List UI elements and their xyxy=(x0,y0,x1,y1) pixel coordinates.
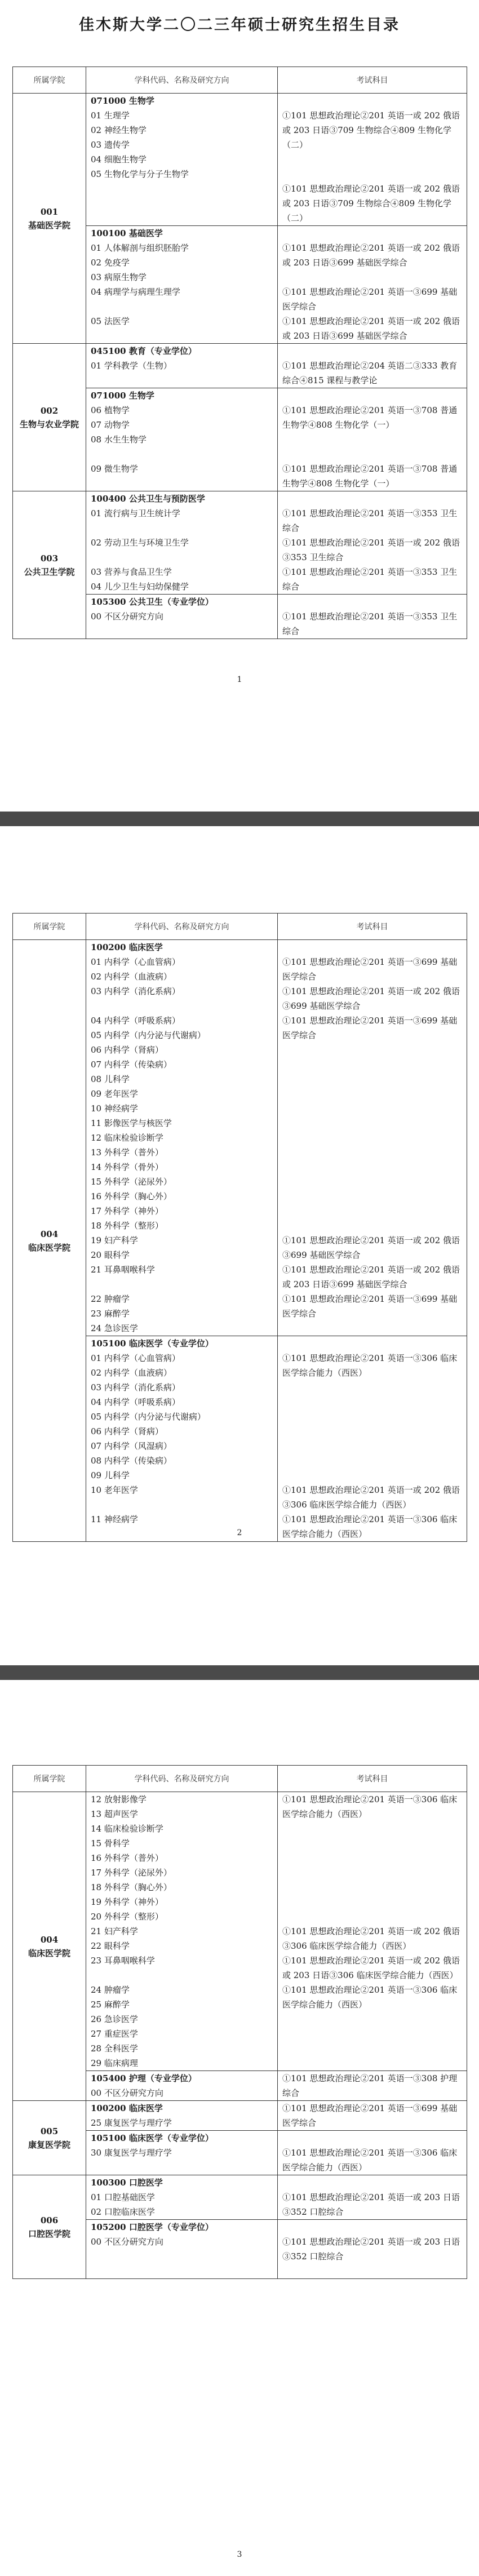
research-direction: 18 外科学（胸心外） xyxy=(91,1882,172,1892)
research-direction: 01 学科教学（生物） xyxy=(91,361,172,371)
exam-subjects: ①101 思想政治理论②201 英语一③306 临床医学综合能力（西医） xyxy=(282,1353,458,1378)
research-direction: 30 康复医学与理疗学 xyxy=(91,2148,172,2158)
exam-spacer xyxy=(278,1380,467,1483)
college-name: 口腔医学院 xyxy=(28,2228,70,2239)
exam-cell xyxy=(278,491,467,595)
research-direction: 16 外科学（胸心外） xyxy=(91,1191,172,1201)
research-direction: 24 肿瘤学 xyxy=(91,1985,130,1995)
research-direction: 05 法医学 xyxy=(91,316,130,326)
research-direction: 14 临床检验诊断学 xyxy=(91,1824,163,1834)
college-cell xyxy=(13,2101,86,2175)
research-direction: 03 内科学（消化系病） xyxy=(91,1382,180,1393)
exam-subjects: ①101 思想政治理论②201 英语一③708 普通生物学④808 生物化学（一） xyxy=(282,464,458,489)
research-direction: 00 不区分研究方向 xyxy=(91,2088,163,2098)
research-direction xyxy=(86,373,277,388)
college-code: 005 xyxy=(40,2126,59,2136)
exam-spacer xyxy=(278,152,467,181)
college-cell xyxy=(13,2175,86,2279)
exam-cell xyxy=(278,2101,467,2131)
research-direction: 07 内科学（风湿病） xyxy=(91,1441,172,1451)
research-direction: 04 细胞生物学 xyxy=(91,154,147,165)
exam-cell xyxy=(278,595,467,639)
discipline-heading: 105400 护理（专业学位） xyxy=(91,2073,197,2083)
research-direction: 01 内科学（心血管病） xyxy=(91,1353,180,1363)
exam-spacer xyxy=(278,2131,467,2145)
research-direction: 02 内科学（血液病） xyxy=(91,1368,172,1378)
exam-subjects: ①101 思想政治理论②201 英语一③699 基础医学综合 xyxy=(282,957,458,982)
research-direction: 02 口腔临床医学 xyxy=(91,2207,155,2217)
research-direction: 13 外科学（普外） xyxy=(91,1147,163,1158)
program-row xyxy=(13,344,467,388)
program-cell xyxy=(86,940,278,1336)
exam-cell xyxy=(278,1792,467,2071)
exam-spacer xyxy=(278,2175,467,2190)
research-direction: 29 临床病理 xyxy=(91,2058,138,2068)
research-direction: 05 生物化学与分子生物学 xyxy=(91,169,189,179)
program-row xyxy=(13,940,467,1336)
research-direction: 09 儿科学 xyxy=(91,1470,130,1480)
exam-cell xyxy=(278,94,467,226)
discipline-heading: 100300 口腔医学 xyxy=(91,2178,163,2188)
exam-cell xyxy=(278,2220,467,2279)
exam-subjects: ①101 思想政治理论②201 英语一或 202 俄语或 203 日语③699 基础医学综合 xyxy=(282,243,460,268)
research-direction: 22 眼科学 xyxy=(91,1941,130,1951)
research-direction xyxy=(86,624,277,639)
college-cell xyxy=(13,1792,86,2101)
research-direction: 20 眼科学 xyxy=(91,1250,130,1260)
research-direction: 02 内科学（血液病） xyxy=(91,972,172,982)
exam-cell xyxy=(278,2131,467,2175)
column-header: 考试科目 xyxy=(278,1766,467,1792)
exam-spacer xyxy=(278,94,467,108)
research-direction xyxy=(86,1968,277,1983)
research-direction: 02 免疫学 xyxy=(91,258,130,268)
research-direction: 06 内科学（肾病） xyxy=(91,1045,163,1055)
research-direction: 21 耳鼻咽喉科学 xyxy=(91,1265,155,1275)
research-direction: 19 外科学（神外） xyxy=(91,1897,163,1907)
exam-subjects: ①101 思想政治理论②201 英语一或 202 俄语或 203 日语③709 生物综合④809 生物化学（二） xyxy=(282,110,460,150)
page-gap xyxy=(0,812,479,843)
research-direction xyxy=(86,999,277,1013)
exam-subjects: ①101 思想政治理论②201 英语一或 202 俄语③699 基础医学综合 xyxy=(282,1235,460,1260)
program-row xyxy=(13,491,467,595)
exam-subjects: ①101 思想政治理论②201 英语一或 202 俄语或 203 日语③699 基础医学综合 xyxy=(282,316,460,341)
column-header: 学科代码、名称及研究方向 xyxy=(86,67,278,94)
research-direction: 19 妇产科学 xyxy=(91,1235,138,1245)
exam-subjects: ①101 思想政治理论②201 英语一或 202 俄语③699 基础医学综合 xyxy=(282,986,460,1011)
program-row xyxy=(13,2101,467,2131)
exam-subjects: ①101 思想政治理论②201 英语一或 202 俄语或 203 日语③709 生物综合④809 生物化学（二） xyxy=(282,184,460,223)
research-direction: 07 内科学（传染病） xyxy=(91,1059,172,1070)
program-cell xyxy=(86,595,278,639)
research-direction xyxy=(86,476,277,491)
research-direction xyxy=(86,2160,277,2175)
college-name: 基础医学院 xyxy=(28,220,70,230)
college-cell xyxy=(13,491,86,639)
research-direction xyxy=(86,1497,277,1512)
college-name: 康复医学院 xyxy=(28,2139,70,2150)
college-name: 公共卫生学院 xyxy=(24,566,75,577)
exam-subjects: ①101 思想政治理论②204 英语二③333 教育综合④815 课程与教学论 xyxy=(282,361,458,385)
exam-spacer xyxy=(278,270,467,285)
research-direction: 17 外科学（泌尿外） xyxy=(91,1868,172,1878)
page-separator-bar xyxy=(0,812,479,826)
exam-subjects: ①101 思想政治理论②201 英语一③306 临床医学综合能力（西医） xyxy=(282,1985,458,2010)
exam-subjects: ①101 思想政治理论②201 英语一或 202 俄语③306 临床医学综合能力（西医） xyxy=(282,1485,460,1510)
discipline-heading: 105100 临床医学（专业学位） xyxy=(91,2133,214,2143)
exam-subjects: ①101 思想政治理论②201 英语一③699 基础医学综合 xyxy=(282,1016,458,1040)
discipline-heading: 105200 口腔医学（专业学位） xyxy=(91,2222,214,2232)
research-direction: 01 流行病与卫生统计学 xyxy=(91,508,180,518)
college-code: 004 xyxy=(40,1934,59,1945)
page-number: 1 xyxy=(237,675,242,684)
discipline-heading: 045100 教育（专业学位） xyxy=(91,346,197,356)
research-direction: 00 不区分研究方向 xyxy=(91,2237,163,2247)
research-direction: 21 妇产科学 xyxy=(91,1926,138,1936)
research-direction: 17 外科学（神外） xyxy=(91,1206,163,1216)
college-name: 临床医学院 xyxy=(28,1948,70,1958)
research-direction: 04 病理学与病理生理学 xyxy=(91,287,180,297)
program-cell xyxy=(86,491,278,595)
research-direction: 00 不区分研究方向 xyxy=(91,611,163,622)
exam-subjects: ①101 思想政治理论②201 英语一或 202 俄语或 203 日语③699 基础医学综合 xyxy=(282,1265,460,1289)
discipline-heading: 071000 生物学 xyxy=(91,391,154,401)
exam-spacer xyxy=(278,491,467,506)
table-header-row xyxy=(13,1766,467,1792)
program-cell xyxy=(86,2175,278,2220)
research-direction xyxy=(86,2264,277,2278)
exam-spacer xyxy=(278,344,467,358)
column-header: 考试科目 xyxy=(278,914,467,940)
page-separator-bar xyxy=(0,1665,479,1680)
research-direction: 10 老年医学 xyxy=(91,1485,138,1495)
exam-cell xyxy=(278,2071,467,2101)
program-cell xyxy=(86,2131,278,2175)
research-direction: 06 内科学（肾病） xyxy=(91,1426,163,1436)
college-code: 004 xyxy=(40,1229,59,1239)
research-direction: 06 植物学 xyxy=(91,405,130,415)
catalog-table xyxy=(12,1765,467,2279)
program-cell xyxy=(86,2101,278,2131)
program-cell xyxy=(86,94,278,226)
exam-subjects: ①101 思想政治理论②201 英语一③308 护理综合 xyxy=(282,2073,458,2098)
exam-subjects: ①101 思想政治理论②201 英语一或 203 日语③352 口腔综合 xyxy=(282,2192,460,2217)
column-header: 所属学院 xyxy=(13,1766,86,1792)
column-header: 学科代码、名称及研究方向 xyxy=(86,914,278,940)
research-direction: 11 神经病学 xyxy=(91,1514,138,1524)
research-direction xyxy=(86,1277,277,1292)
research-direction: 15 外科学（泌尿外） xyxy=(91,1177,172,1187)
research-direction: 28 全科医学 xyxy=(91,2043,138,2054)
research-direction: 05 内科学（内分泌与代谢病） xyxy=(91,1030,206,1040)
column-header: 学科代码、名称及研究方向 xyxy=(86,1766,278,1792)
research-direction: 27 重症医学 xyxy=(91,2029,138,2039)
research-direction: 13 超声医学 xyxy=(91,1809,138,1819)
exam-cell xyxy=(278,388,467,491)
college-cell xyxy=(13,940,86,1542)
program-cell xyxy=(86,2071,278,2101)
exam-cell xyxy=(278,1336,467,1542)
page-number: 2 xyxy=(237,1528,242,1537)
research-direction: 23 麻醉学 xyxy=(91,1309,130,1319)
research-direction: 03 遗传学 xyxy=(91,140,130,150)
research-direction xyxy=(86,521,277,535)
college-cell xyxy=(13,344,86,491)
exam-subjects: ①101 思想政治理论②201 英语一或 202 俄语③306 临床医学综合能力（西医） xyxy=(282,1926,460,1951)
exam-subjects: ①101 思想政治理论②201 英语一③306 临床医学综合能力（西医） xyxy=(282,1794,458,1819)
research-direction: 18 外科学（整形） xyxy=(91,1221,163,1231)
exam-cell xyxy=(278,344,467,388)
exam-subjects: ①101 思想政治理论②201 英语一③353 卫生综合 xyxy=(282,508,458,533)
research-direction: 08 儿科学 xyxy=(91,1074,130,1084)
research-direction: 01 生理学 xyxy=(91,110,130,121)
research-direction: 23 耳鼻咽喉科学 xyxy=(91,1956,155,1966)
college-name: 临床医学院 xyxy=(28,1242,70,1253)
program-cell xyxy=(86,226,278,344)
research-direction: 05 内科学（内分泌与代谢病） xyxy=(91,1412,206,1422)
discipline-heading: 100200 临床医学 xyxy=(91,2103,163,2113)
program-row xyxy=(13,94,467,226)
research-direction: 20 外科学（整形） xyxy=(91,1912,163,1922)
exam-cell xyxy=(278,940,467,1336)
research-direction: 02 劳动卫生与环境卫生学 xyxy=(91,538,189,548)
discipline-heading: 105300 公共卫生（专业学位） xyxy=(91,597,214,607)
college-code: 006 xyxy=(40,2215,59,2225)
exam-spacer xyxy=(278,2220,467,2234)
discipline-heading: 100200 临床医学 xyxy=(91,942,163,952)
exam-subjects: ①101 思想政治理论②201 英语一③306 临床医学综合能力（西医） xyxy=(282,1514,458,1539)
research-direction: 25 麻醉学 xyxy=(91,1999,130,2010)
exam-subjects: ①101 思想政治理论②201 英语一③699 基础医学综合 xyxy=(282,1294,458,1319)
exam-subjects: ①101 思想政治理论②201 英语一③708 普通生物学④808 生物化学（一） xyxy=(282,405,458,430)
college-code: 002 xyxy=(40,405,59,416)
college-code: 001 xyxy=(40,206,59,217)
exam-spacer xyxy=(278,432,467,462)
catalog-table xyxy=(12,66,467,639)
research-direction: 11 影像医学与核医学 xyxy=(91,1118,172,1128)
discipline-heading: 100100 基础医学 xyxy=(91,228,163,238)
exam-spacer xyxy=(278,1336,467,1351)
column-header: 考试科目 xyxy=(278,67,467,94)
research-direction xyxy=(86,550,277,565)
research-direction: 09 微生物学 xyxy=(91,464,138,474)
exam-subjects: ①101 思想政治理论②201 英语一或 203 日语③352 口腔综合 xyxy=(282,2237,460,2262)
discipline-heading: 105100 临床医学（专业学位） xyxy=(91,1338,214,1349)
research-direction xyxy=(86,2249,277,2264)
research-direction xyxy=(86,447,277,462)
table-header-row xyxy=(13,67,467,94)
college-cell xyxy=(13,94,86,344)
research-direction: 07 动物学 xyxy=(91,420,130,430)
program-cell xyxy=(86,344,278,388)
research-direction: 08 内科学（传染病） xyxy=(91,1456,172,1466)
catalog-table xyxy=(12,913,467,1542)
program-row xyxy=(13,2175,467,2220)
research-direction: 12 放射影像学 xyxy=(91,1794,147,1804)
research-direction: 14 外科学（骨外） xyxy=(91,1162,163,1172)
program-cell xyxy=(86,2220,278,2279)
program-cell xyxy=(86,1336,278,1542)
exam-spacer xyxy=(278,1821,467,1924)
research-direction: 12 临床检验诊断学 xyxy=(91,1133,163,1143)
research-direction: 03 病原生物学 xyxy=(91,272,147,282)
discipline-heading: 100400 公共卫生与预防医学 xyxy=(91,494,205,504)
research-direction: 02 神经生物学 xyxy=(91,125,147,135)
research-direction: 03 内科学（消化系病） xyxy=(91,986,180,996)
document-title: 佳木斯大学二〇二三年硕士研究生招生目录 xyxy=(79,16,400,34)
exam-subjects: ①101 思想政治理论②201 英语一或 202 俄语③353 卫生综合 xyxy=(282,538,460,562)
page-gap xyxy=(0,1665,479,1697)
program-cell xyxy=(86,388,278,491)
research-direction: 03 营养与食品卫生学 xyxy=(91,567,172,577)
research-direction: 15 骨科学 xyxy=(91,1838,130,1848)
research-direction: 26 急诊医学 xyxy=(91,2014,138,2024)
research-direction: 04 内科学（呼吸系病） xyxy=(91,1016,180,1026)
college-name: 生物与农业学院 xyxy=(19,419,79,429)
exam-subjects: ①101 思想政治理论②201 英语一③699 基础医学综合 xyxy=(282,2103,458,2128)
table-header-row xyxy=(13,914,467,940)
exam-subjects: ①101 思想政治理论②201 英语一③306 临床医学综合能力（西医） xyxy=(282,2148,458,2172)
research-direction: 25 康复医学与理疗学 xyxy=(91,2118,172,2128)
research-direction: 04 内科学（呼吸系病） xyxy=(91,1397,180,1407)
exam-spacer xyxy=(278,940,467,955)
program-cell xyxy=(86,1792,278,2071)
research-direction: 04 儿少卫生与妇幼保健学 xyxy=(91,582,189,592)
research-direction: 08 水生生物学 xyxy=(91,434,147,445)
exam-cell xyxy=(278,2175,467,2220)
research-direction: 01 内科学（心血管病） xyxy=(91,957,180,967)
research-direction xyxy=(86,299,277,314)
column-header: 所属学院 xyxy=(13,67,86,94)
exam-subjects: ①101 思想政治理论②201 英语一或 202 俄语或 203 日语③306 临床医学综合能力（西医） xyxy=(282,1956,460,1980)
discipline-heading: 071000 生物学 xyxy=(91,96,154,106)
page-number: 3 xyxy=(237,2550,242,2559)
exam-subjects: ①101 思想政治理论②201 英语一③699 基础医学综合 xyxy=(282,287,458,312)
exam-spacer xyxy=(278,595,467,609)
college-code: 003 xyxy=(40,553,59,564)
research-direction: 10 神经病学 xyxy=(91,1103,138,1114)
research-direction: 01 口腔基础医学 xyxy=(91,2192,155,2202)
exam-subjects: ①101 思想政治理论②201 英语一③353 卫生综合 xyxy=(282,567,458,592)
exam-subjects: ①101 思想政治理论②201 英语一③353 卫生综合 xyxy=(282,611,458,636)
research-direction: 24 急诊医学 xyxy=(91,1323,138,1333)
exam-spacer xyxy=(278,388,467,403)
column-header: 所属学院 xyxy=(13,914,86,940)
research-direction: 22 肿瘤学 xyxy=(91,1294,130,1304)
exam-cell xyxy=(278,226,467,344)
research-direction: 16 外科学（普外） xyxy=(91,1853,163,1863)
research-direction: 09 老年医学 xyxy=(91,1089,138,1099)
exam-spacer xyxy=(278,1043,467,1233)
research-direction: 01 人体解剖与组织胚胎学 xyxy=(91,243,189,253)
exam-spacer xyxy=(278,226,467,241)
program-row xyxy=(13,1792,467,2071)
